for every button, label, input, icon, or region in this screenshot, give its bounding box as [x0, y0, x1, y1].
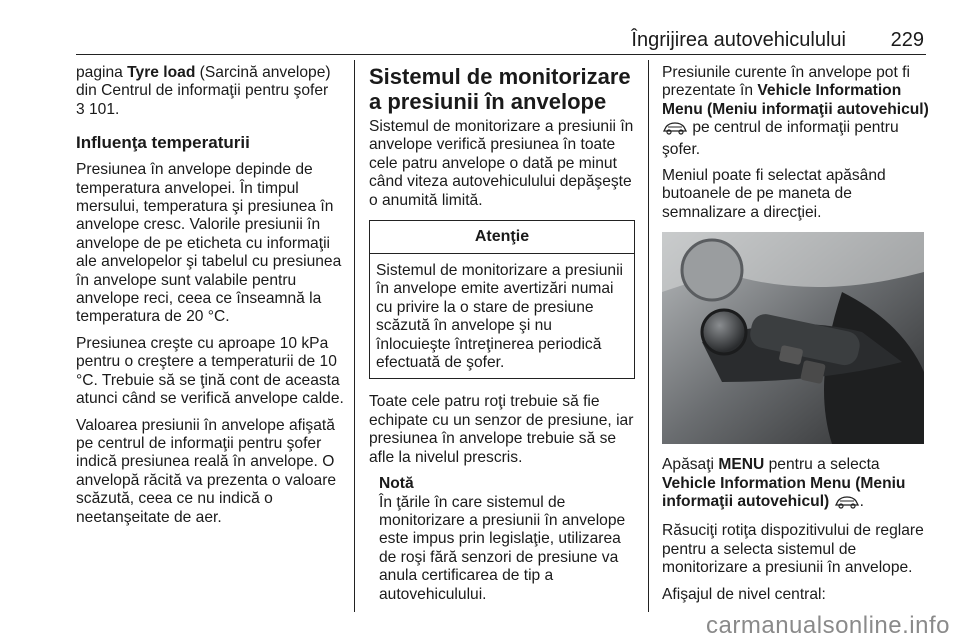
menu-name: Vehicle Information Menu (Meniu informaţii autovehicul) — [662, 82, 929, 118]
warning-box — [369, 220, 635, 379]
menu-button-label: MENU — [718, 456, 765, 474]
middle-column — [369, 64, 635, 604]
section-title: Sistemul de monitorizare a presiunii în anvelope — [369, 64, 631, 114]
intro-text: pagina — [76, 64, 128, 81]
paragraph: Presiunea în anvelope depinde de temperatura anvelopei. În timpul mersului, temperatura şi presiunea în anvelope cresc. Valorile presiunii în anvelope de pe eticheta cu informaţii ale anvelopelor şi tabelul cu presiunea în anvelope sunt valabile pentru anvelope reci, ceea ce înseamnă la temperatura de 20 °C. — [76, 161, 342, 326]
turn-signal-lever-photo — [662, 232, 924, 444]
page-reference[interactable]: 3 101. — [76, 100, 120, 118]
intro-text: (Sarcină anvelope) din Centrul de informaţii pentru şofer — [76, 64, 331, 100]
paragraph: Toate cele patru roţi trebuie să fie echipate cu un senzor de presiune, iar presiunea în anvelope trebuie să se afle la nivelul prescris. — [369, 393, 634, 466]
text: Apăsaţi — [662, 456, 719, 474]
right-column — [662, 64, 932, 612]
left-column — [76, 64, 348, 535]
car-icon — [834, 495, 860, 514]
paragraph — [662, 64, 932, 159]
text: Presiunile curente în anvelope pot fi prezentate în — [662, 64, 910, 100]
car-icon — [662, 121, 688, 140]
tyre-load-term: Tyre load — [127, 64, 196, 81]
menu-name: Vehicle Information Menu (Meniu informaţii autovehicul) — [662, 474, 906, 511]
page-header — [76, 28, 926, 55]
chapter-title: Îngrijirea autovehiculului — [631, 29, 846, 51]
text: . — [859, 493, 864, 511]
paragraph: Sistemul de monitorizare a presiunii în anvelope verifică presiunea în toate cele patru anvelope o dată pe minut când viteza autovehiculului depăşeşte o anumită limită. — [369, 118, 634, 209]
note-text: În ţările în care sistemul de monitorizare a presiunii în anvelope este impus prin legislaţie, utilizarea de roşi fără senzori de presiune va anula certificarea de tip a autovehiculului. — [379, 493, 626, 603]
paragraph — [662, 456, 932, 514]
text: pentru a selecta — [764, 456, 880, 474]
column-divider — [648, 60, 649, 612]
paragraph: Valoarea presiunii în anvelope afişată pe centrul de informaţii pentru şofer indică presiunea reală în anvelope. O anvelopă răcită va prezenta o valoare scăzută, ceea ce nu indică o neetanşeitate de aer. — [76, 416, 337, 526]
paragraph: Răsuciţi rotiţa dispozitivului de reglare pentru a selecta sistemul de monitorizare a presiunii în anvelope. — [662, 522, 924, 577]
intro-paragraph — [76, 64, 348, 119]
warning-text: Sistemul de monitorizare a presiunii în anvelope emite avertizări numai cu privire la o stare de presiune scăzută în anvelope şi nu înlocuieşte întreţinerea periodică efectuată de şofer. — [376, 262, 624, 372]
section-heading: Influenţa temperaturii — [76, 133, 250, 153]
note-title: Notă — [379, 475, 414, 493]
watermark: carmanualsonline.info — [706, 612, 950, 639]
text: pe centrul de informaţii pentru şofer. — [662, 119, 899, 158]
page-number: 229 — [890, 29, 924, 51]
paragraph: Afişajul de nivel central: — [662, 585, 826, 603]
paragraph: Presiunea creşte cu aproape 10 kPa pentru o creştere a temperaturii de 10 °C. Trebuie să se ţină cont de aceasta atunci când se verifică anvelope calde. — [76, 334, 344, 408]
column-divider — [354, 60, 355, 612]
note-block — [369, 475, 635, 604]
warning-title: Atenţie — [370, 221, 634, 254]
paragraph: Meniul poate fi selectat apăsând butoanele de pe maneta de semnalizare a direcţiei. — [662, 167, 886, 221]
